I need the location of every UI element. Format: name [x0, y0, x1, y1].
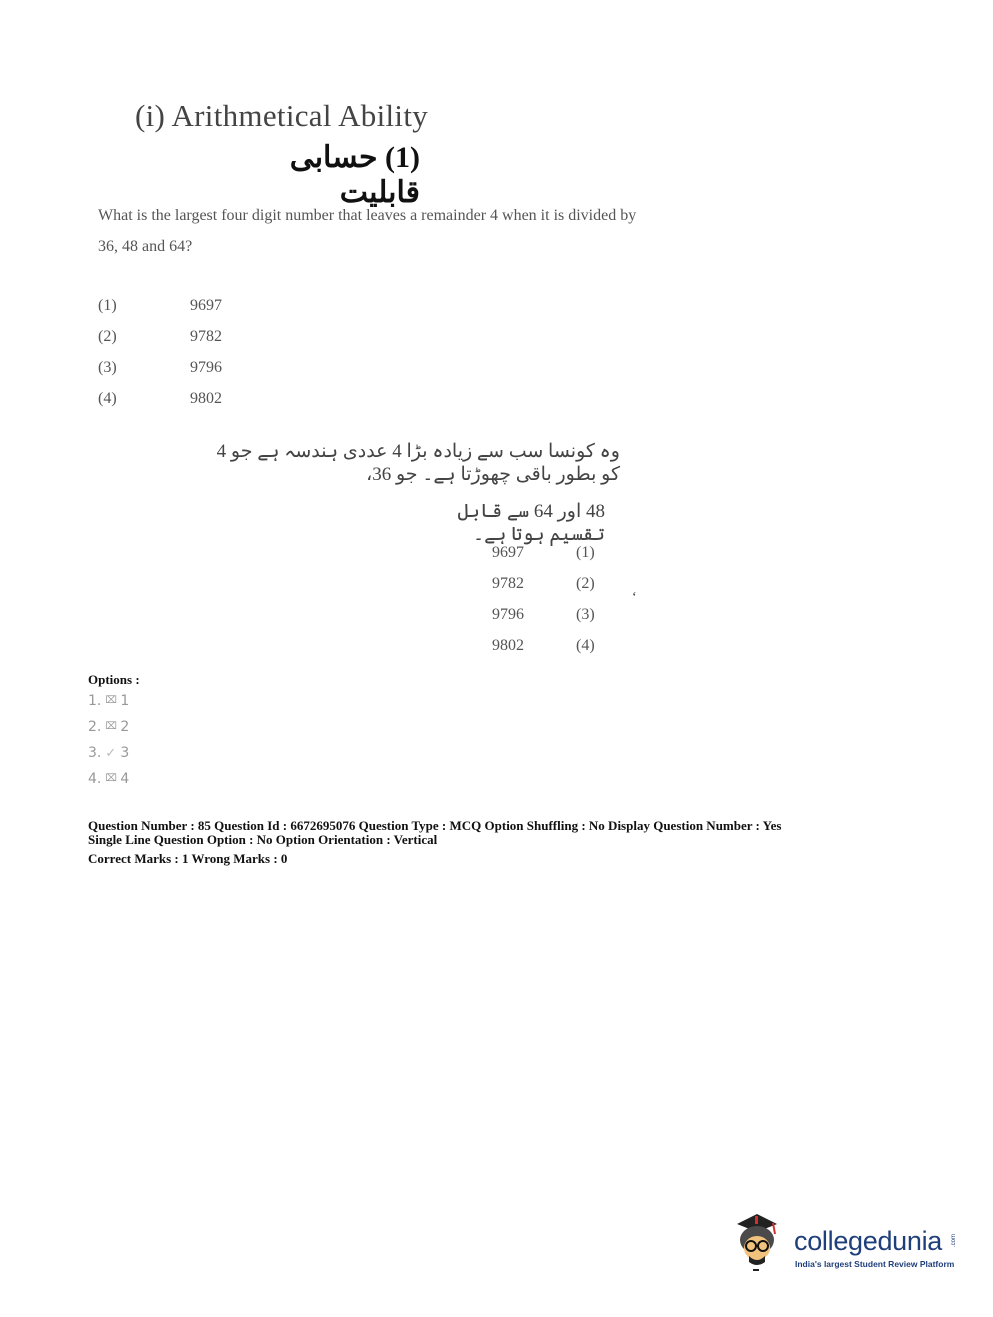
answer-option-index: 3. — [88, 745, 102, 761]
cross-icon: ⌧ — [105, 721, 117, 732]
answer-option-text: 2 — [120, 719, 130, 735]
answer-option-text: 4 — [120, 771, 130, 787]
answer-option-text: 1 — [120, 693, 130, 709]
options-label: Options : — [88, 672, 140, 687]
urdu-option-value: 9697 — [492, 544, 524, 561]
urdu-option-value: 9796 — [492, 606, 524, 623]
option-value: 9796 — [190, 359, 222, 376]
question-meta-line-2: Single Line Question Option : No Option Orientation : Vertical — [88, 832, 438, 847]
urdu-option-value: 9782 — [492, 575, 524, 592]
option-number: (4) — [98, 390, 117, 407]
stray-mark: ‘ — [632, 590, 637, 605]
question-meta-line-1: Question Number : 85 Question Id : 6672695076 Question Type : MCQ Option Shuffling : No Display Question Number : Yes — [88, 818, 782, 833]
brand-domain: .com — [951, 1234, 957, 1248]
answer-option-3 — [88, 745, 129, 761]
answer-option-text: 3 — [120, 745, 130, 761]
cross-icon: ⌧ — [105, 695, 117, 706]
answer-option-index: 4. — [88, 771, 102, 787]
urdu-option-number: (3) — [576, 606, 595, 623]
brand-name: collegedunia — [794, 1226, 943, 1256]
urdu-option-number: (4) — [576, 637, 595, 654]
urdu-option-value: 9802 — [492, 637, 524, 654]
option-number: (1) — [98, 297, 117, 314]
answer-option-1 — [88, 693, 129, 709]
option-value: 9782 — [190, 328, 222, 345]
urdu-question-line-2: 48 اور 64 سے قابل تقسیم ہوتا ہے۔ — [457, 501, 605, 545]
answer-option-index: 2. — [88, 719, 102, 735]
question-text: What is the largest four digit number that leaves a remainder 4 when it is divided by 36, 48 and 64? — [98, 207, 637, 255]
urdu-question-line-1: وہ کونسا سب سے زیادہ بڑا 4 عددی ہندسہ ہے جو 4 کو بطور باقی چھوڑتا ہے۔ جو 36، — [216, 441, 620, 485]
urdu-option-number: (1) — [576, 544, 595, 561]
question-meta-line-3: Correct Marks : 1 Wrong Marks : 0 — [88, 851, 288, 866]
brand-tagline: India's largest Student Review Platform — [795, 1259, 955, 1269]
option-value: 9697 — [190, 297, 222, 314]
answer-option-4 — [88, 771, 129, 787]
cross-icon: ⌧ — [105, 773, 117, 784]
check-icon: ✓ — [105, 746, 117, 761]
answer-option-2 — [88, 719, 129, 735]
option-value: 9802 — [190, 390, 222, 407]
section-title-urdu: (1) حسابی قابلیت — [289, 141, 420, 209]
urdu-option-number: (2) — [576, 575, 595, 592]
option-number: (2) — [98, 328, 117, 345]
answer-option-index: 1. — [88, 693, 102, 709]
option-number: (3) — [98, 359, 117, 376]
section-title: (i) Arithmetical Ability — [135, 98, 429, 133]
